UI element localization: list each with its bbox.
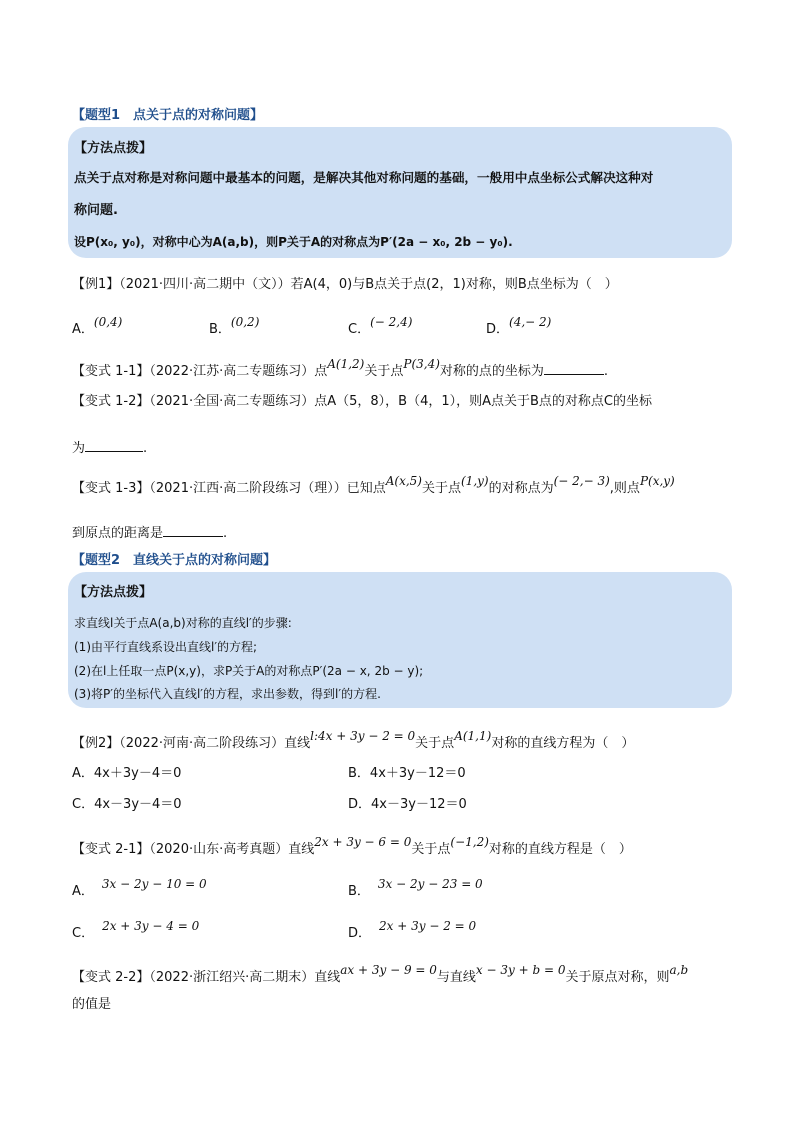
- option-letter: C．: [72, 926, 95, 941]
- example1-option-d[interactable]: [486, 315, 552, 337]
- variant2-1-option-d[interactable]: [348, 919, 477, 941]
- math-expression: l:4x + 3y − 2 = 0: [310, 729, 416, 743]
- variant1-3-question: [72, 474, 675, 496]
- math-expression: P(3,4): [403, 357, 440, 371]
- variant-label: 【变式 1-2】: [72, 394, 150, 409]
- example2-text: 对称的直线方程为（ ）: [491, 736, 635, 751]
- option-value: 2x + 3y − 2 = 0: [379, 919, 477, 933]
- variant2-1-question: [72, 835, 632, 857]
- variant-end: .: [223, 526, 228, 541]
- example1-source: （2021·四川·高二期中（文））若: [119, 277, 304, 292]
- variant-label: 【变式 2-1】: [72, 842, 150, 857]
- option-letter: D．: [348, 797, 372, 812]
- variant-source: （2022·浙江绍兴·高二期末）直线: [149, 970, 341, 985]
- option-letter: B．: [348, 884, 370, 899]
- option-value: 4x＋3y－4＝0: [93, 766, 182, 781]
- option-letter: B．: [348, 766, 370, 781]
- example2-option-c[interactable]: [72, 793, 182, 812]
- variant-source: （2020·山东·高考真题）直线: [149, 842, 315, 857]
- tip-text-line: 称问题.: [74, 203, 118, 218]
- option-letter: A．: [72, 766, 94, 781]
- variant-source: （2022·江苏·高二专题练习）点: [149, 364, 328, 379]
- variant2-1-option-a[interactable]: [72, 877, 207, 899]
- math-expression: A(1,1): [454, 729, 492, 743]
- tip-text-line: 求直线l关于点A(a,b)对称的直线l′的步骤:: [74, 616, 292, 630]
- math-expression: (− 2,− 3): [553, 474, 610, 488]
- tip-title: 【方法点拨】: [74, 585, 153, 600]
- example2-question: [72, 729, 635, 751]
- example1-label: 【例1】: [72, 277, 120, 292]
- option-letter: C．: [72, 797, 95, 812]
- option-value: (0,4): [93, 315, 123, 329]
- variant-text: 关于点: [364, 364, 404, 379]
- variant-label: 【变式 2-2】: [72, 970, 150, 985]
- variant-label: 【变式 1-1】: [72, 364, 150, 379]
- variant2-2-line2: 的值是: [72, 997, 112, 1012]
- variant2-1-option-b[interactable]: [348, 877, 483, 899]
- example2-option-d[interactable]: [348, 793, 467, 812]
- variant1-2-question: [72, 390, 652, 409]
- variant-text: 为: [72, 441, 86, 456]
- example1-option-c[interactable]: [348, 315, 413, 337]
- variant-text: （2021·全国·高二专题练习）点A（5，8），B（4，1），则A点关于B点的对称点C的坐标: [149, 394, 653, 409]
- example1-option-a[interactable]: [72, 315, 123, 337]
- answer-blank[interactable]: [85, 439, 143, 452]
- option-letter: C．: [348, 322, 371, 337]
- variant-label: 【变式 1-3】: [72, 481, 150, 496]
- option-letter: D．: [486, 322, 510, 337]
- math-expression: 2x + 3y − 6 = 0: [314, 835, 412, 849]
- variant-text: 对称的直线方程是（ ）: [488, 842, 632, 857]
- option-letter: A．: [72, 884, 94, 899]
- math-expression: A(1,2): [327, 357, 365, 371]
- option-value: 2x + 3y − 4 = 0: [102, 919, 200, 933]
- variant2-1-option-c[interactable]: [72, 919, 200, 941]
- math-expression: A(x,5): [385, 474, 422, 488]
- variant1-2-line2: [72, 437, 147, 456]
- example1-question: [72, 273, 618, 292]
- variant-end: .: [603, 364, 609, 379]
- tip-text-line: (1)由平行直线系设出直线l′的方程;: [74, 640, 258, 654]
- option-value: 4x－3y－4＝0: [94, 797, 182, 812]
- tip-text-line: 点关于点对称是对称问题中最基本的问题，是解决其他对称问题的基础，一般用中点坐标公式解决这种对: [74, 170, 654, 185]
- example2-option-b[interactable]: [348, 762, 466, 781]
- variant-text: 的对称点为: [488, 481, 554, 496]
- tip-title: 【方法点拨】: [74, 141, 153, 156]
- variant-text: 关于点: [411, 842, 451, 857]
- example2-label: 【例2】: [72, 736, 120, 751]
- variant-text: 对称的点的坐标为: [439, 364, 544, 379]
- variant-text: 关于点: [421, 481, 461, 496]
- option-value: 4x＋3y－12＝0: [369, 766, 466, 781]
- example2-text: 关于点: [415, 736, 455, 751]
- example2-option-a[interactable]: [72, 762, 181, 781]
- option-letter: B．: [209, 322, 231, 337]
- variant-end: .: [143, 441, 148, 456]
- example2-source: （2022·河南·高二阶段练习）直线: [119, 736, 311, 751]
- section1-method-tip-box: [68, 127, 732, 258]
- math-expression: P(x,y): [639, 474, 675, 488]
- variant1-3-line2: [72, 522, 227, 541]
- tip-formula-line: 设P(x₀, y₀)，对称中心为A(a,b)，则P关于A的对称点为P′(2a − x₀, 2b − y₀).: [74, 235, 513, 249]
- math-expression: ax + 3y − 9 = 0: [340, 963, 437, 977]
- answer-blank[interactable]: [544, 362, 604, 375]
- example1-text: A(4，0)与B点关于点(2，1)对称，则B点坐标为（ ）: [303, 277, 618, 292]
- math-expression: x − 3y + b = 0: [475, 963, 566, 977]
- variant-text: ,则点: [609, 481, 640, 496]
- option-letter: A．: [72, 322, 94, 337]
- variant1-1-question: [72, 357, 609, 379]
- option-value: 3x − 2y − 23 = 0: [377, 877, 483, 891]
- math-expression: (−1,2): [450, 835, 489, 849]
- variant2-2-question: [72, 963, 689, 985]
- math-expression: a,b: [669, 963, 689, 977]
- variant-source: （2021·江西·高二阶段练习（理））已知点: [149, 481, 386, 496]
- option-value: (− 2,4): [370, 315, 413, 329]
- option-value: 3x − 2y − 10 = 0: [101, 877, 207, 891]
- math-expression: (1,y): [461, 474, 489, 488]
- option-letter: D．: [348, 926, 372, 941]
- example1-option-b[interactable]: [209, 315, 260, 337]
- variant-text: 关于原点对称，则: [565, 970, 670, 985]
- tip-text-line: (2)在l上任取一点P(x,y)，求P关于A的对称点P′(2a − x, 2b − y);: [74, 664, 424, 678]
- variant-text: 与直线: [436, 970, 476, 985]
- section2-heading: 【题型2 直线关于点的对称问题】: [72, 553, 277, 568]
- option-value: (4,− 2): [509, 315, 552, 329]
- section1-heading: 【题型1 点关于点的对称问题】: [72, 108, 264, 123]
- variant-text: 到原点的距离是: [72, 526, 164, 541]
- option-value: (0,2): [230, 315, 260, 329]
- option-value: 4x－3y－12＝0: [371, 797, 467, 812]
- tip-text-line: (3)将P′的坐标代入直线l′的方程，求出参数，得到l′的方程.: [74, 687, 381, 701]
- answer-blank[interactable]: [163, 524, 223, 537]
- section2-method-tip-box: [68, 572, 732, 708]
